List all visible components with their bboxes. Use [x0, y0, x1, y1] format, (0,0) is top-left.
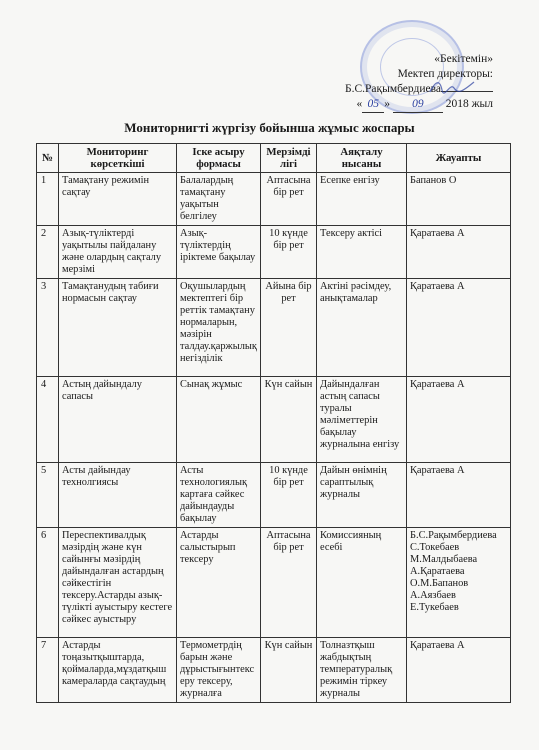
row-responsible: Қаратаева А: [407, 279, 511, 377]
approval-day: 05: [362, 97, 384, 113]
row-form: Астарды салыстырып тексеру: [177, 528, 261, 638]
row-period: Аптасына бір рет: [261, 528, 317, 638]
row-indicator: Переспективалдық мәзірдің және күн сайынғы мәзірдің дайындалған астардың сәйкестігін тексеру.Астарды азық-түлікті ауыстыру кестеге сәйкес ауыстыру: [59, 528, 177, 638]
approval-month: 09: [393, 97, 443, 113]
header-period: Мерзімділігі: [261, 144, 317, 173]
row-result: Тексеру актісі: [317, 226, 407, 279]
row-responsible: Қаратаева А: [407, 226, 511, 279]
row-result: Дайын өнімнің сараптылық журналы: [317, 463, 407, 528]
table-row: [37, 638, 511, 703]
row-form: Азық-түліктердің іріктеме бақылау: [177, 226, 261, 279]
row-form: Сынақ жұмыс: [177, 377, 261, 463]
row-form: Асты технологиялық картаға сәйкес дайындауды бақылау: [177, 463, 261, 528]
row-responsible: Қаратаева А: [407, 638, 511, 703]
row-period: 10 күнде бір рет: [261, 226, 317, 279]
row-form: Термометрдің барын және дұрыстығынтексеру тексеру, журналға: [177, 638, 261, 703]
row-result: Есепке енгізу: [317, 173, 407, 226]
approval-date: « 05 » 09 2018 жыл: [345, 97, 493, 113]
table-header-row: [37, 144, 511, 173]
table-row: [37, 226, 511, 279]
row-form: Балалардың тамақтану уақытын белгілеу: [177, 173, 261, 226]
signature-icon: [428, 78, 476, 96]
row-form: Оқушылардың мектептегі бір реттік тамақтану нормаларын, мәзірін талдау.қаржылық негізділік: [177, 279, 261, 377]
row-number: 3: [37, 279, 59, 377]
header-responsible: Жауапты: [407, 144, 511, 173]
row-period: Күн сайын: [261, 638, 317, 703]
row-result: Дайындалған астың сапасы туралы мәліметтерін бақылау журналына енгізу: [317, 377, 407, 463]
row-indicator: Астарды тоңазытқыштарда, қоймаларда,мұздатқыш камераларда сақтаудың: [59, 638, 177, 703]
row-number: 5: [37, 463, 59, 528]
row-period: Айына бір рет: [261, 279, 317, 377]
row-indicator: Тамақтану режимін сақтау: [59, 173, 177, 226]
row-result: Комиссияның есебі: [317, 528, 407, 638]
header-form: Іске асыру формасы: [177, 144, 261, 173]
row-period: Күн сайын: [261, 377, 317, 463]
header-number: №: [37, 144, 59, 173]
row-indicator: Астың дайындалу сапасы: [59, 377, 177, 463]
row-period: Аптасына бір рет: [261, 173, 317, 226]
row-responsible: Қаратаева А: [407, 463, 511, 528]
row-responsible: Қаратаева А: [407, 377, 511, 463]
monitoring-plan-table: [36, 143, 511, 703]
row-indicator: Азық-түліктерді уақытылы пайдалану және олардың сақталу мерзімі: [59, 226, 177, 279]
table-row: [37, 279, 511, 377]
row-result: Толназтқыш жабдықтың температуралық режимін тіркеу журналы: [317, 638, 407, 703]
row-number: 6: [37, 528, 59, 638]
table-row: [37, 377, 511, 463]
row-indicator: Асты дайындау технолгиясы: [59, 463, 177, 528]
row-number: 1: [37, 173, 59, 226]
row-number: 7: [37, 638, 59, 703]
row-period: 10 күнде бір рет: [261, 463, 317, 528]
row-responsible: Б.С.Рақымбердиева С.Токебаев М.Малдыбаева А.Қаратаева О.М.Бапанов А.Аязбаев Е.Тукебаев: [407, 528, 511, 638]
table-row: [37, 528, 511, 638]
document-title: Мониторнигті жүргізу бойынша жұмыс жоспары: [124, 120, 415, 135]
approval-name: Б.С.Рақымбердиева: [345, 82, 493, 97]
approval-heading: «Бекітемін»: [434, 53, 493, 65]
row-indicator: Тамақтанудың табиғи нормасын сақтау: [59, 279, 177, 377]
approval-position: Мектеп директоры:: [397, 68, 493, 80]
row-number: 4: [37, 377, 59, 463]
row-responsible: Бапанов О: [407, 173, 511, 226]
table-row: [37, 463, 511, 528]
row-number: 2: [37, 226, 59, 279]
header-indicator: Мониторинг көрсеткіші: [59, 144, 177, 173]
header-result: Аяқталу нысаны: [317, 144, 407, 173]
table-row: [37, 173, 511, 226]
row-result: Актіні рәсімдеу, анықтамалар: [317, 279, 407, 377]
